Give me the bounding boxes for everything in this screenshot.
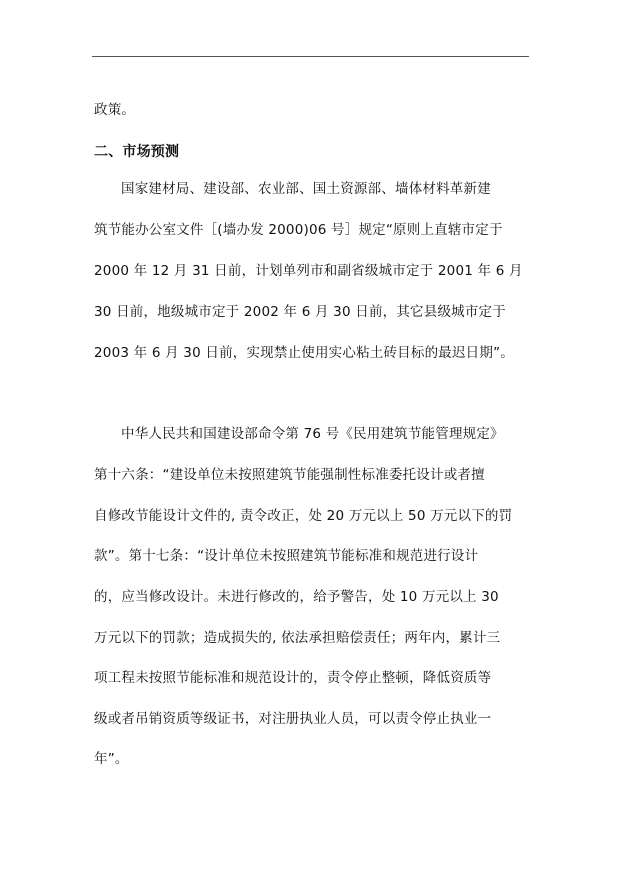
paragraph-1-line: 2003 年 6 月 30 日前，实现禁止使用实心粘土砖目标的最迟日期”。 <box>94 345 514 361</box>
paragraph-2-line: 年”。 <box>94 751 129 767</box>
paragraph-2-line: 项工程未按照节能标准和规范设计的，责令停止整顿，降低资质等 <box>94 670 492 686</box>
paragraph-2-line: 级或者吊销资质等级证书，对注册执业人员，可以责令停止执业一 <box>94 711 492 727</box>
paragraph-2-line: 的，应当修改设计。未进行修改的，给予警告，处 10 万元以上 30 <box>94 589 499 605</box>
paragraph-2-line: 自修改节能设计文件的, 责令改正，处 20 万元以上 50 万元以下的罚 <box>94 508 513 524</box>
paragraph-2-line: 款”。第十七条：“设计单位未按照建筑节能标准和规范进行设计 <box>94 548 479 564</box>
paragraph-2-line: 第十六条：“建设单位未按照建筑节能强制性标准委托设计或者擅 <box>94 467 485 483</box>
header-rule <box>92 56 529 57</box>
paragraph-2-line: 万元以下的罚款；造成损失的, 依法承担赔偿责任；两年内，累计三 <box>94 630 501 646</box>
text-line: 政策。 <box>94 102 136 118</box>
paragraph-2-line: 中华人民共和国建设部命令第 76 号《民用建筑节能管理规定》 <box>121 426 504 442</box>
section-heading: 二、市场预测 <box>94 144 180 160</box>
paragraph-1-line: 国家建材局、建设部、农业部、国土资源部、墙体材料革新建 <box>121 181 491 197</box>
paragraph-1-line: 2000 年 12 月 31 日前，计划单列市和副省级城市定于 2001 年 6 月 <box>94 263 523 279</box>
paragraph-1-line: 30 日前，地级城市定于 2002 年 6 月 30 日前，其它县级城市定于 <box>94 304 506 320</box>
paragraph-1-line: 筑节能办公室文件［(墙办发 2000)06 号］规定“原则上直辖市定于 <box>94 222 503 238</box>
